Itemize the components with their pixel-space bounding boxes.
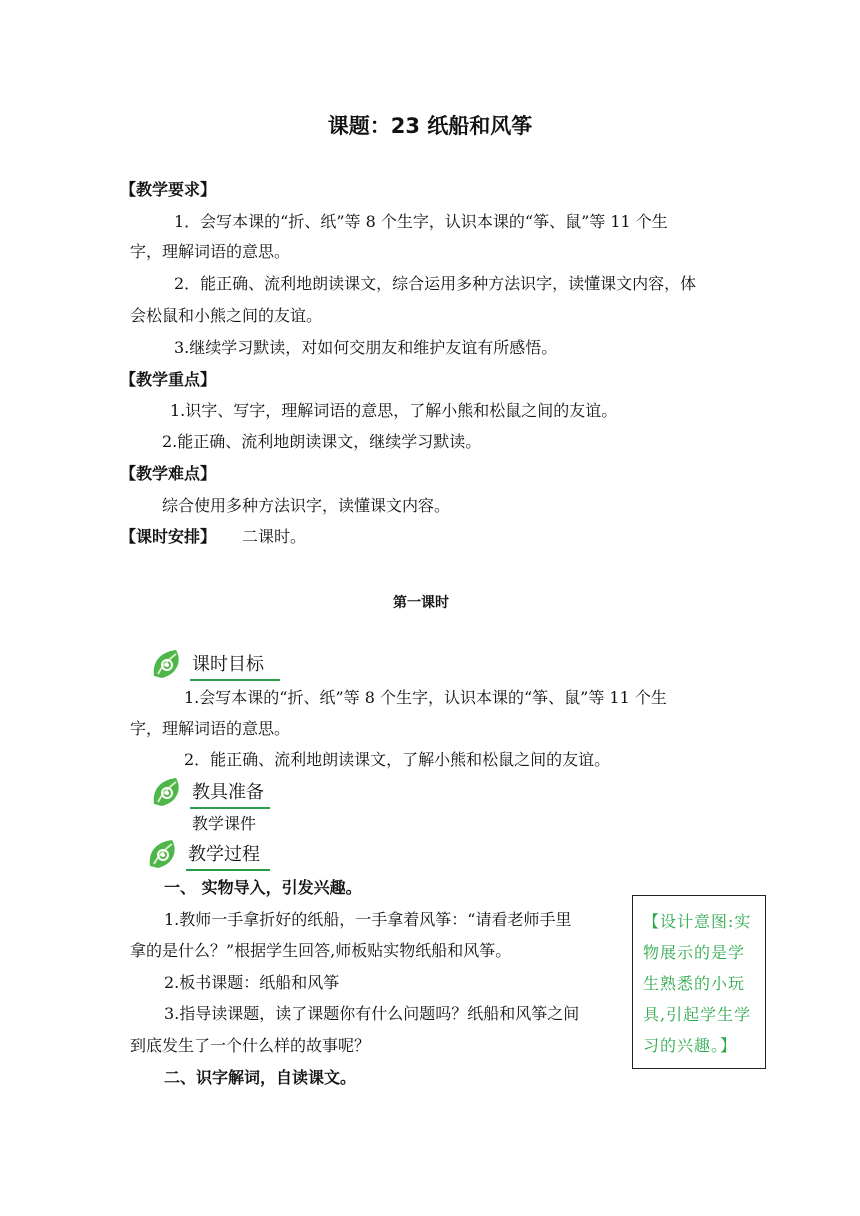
process-underline [186,869,270,871]
goals-label: 课时目标 [192,654,264,675]
goals-underline [190,679,280,681]
requirements-line: 1．会写本课的“折、纸”等 8 个生字，认识本课的“筝、鼠”等 11 个生 [174,212,668,231]
process-step-heading: 一、 实物导入，引发兴趣。 [164,878,362,897]
lesson-one-title: 第一课时 [393,595,449,611]
lesson-title: 课题：23 纸船和风筝 [327,114,533,138]
design-note-line: 【设计意图:实 [643,912,752,931]
leaf-icon [150,774,186,810]
difficulties-text: 综合使用多种方法识字，读懂课文内容。 [162,496,451,515]
process-label: 教学过程 [188,844,260,865]
requirements-heading: 【教学要求】 [120,180,217,199]
difficulties-heading: 【教学难点】 [120,464,217,483]
leaf-icon [146,836,182,872]
design-note-box [632,895,766,1069]
process-line: 3.指导读课题，读了课题你有什么问题吗？纸船和风筝之间 [164,1004,580,1023]
tools-underline [190,807,270,809]
design-note-line: 生熟悉的小玩 [643,974,746,993]
tools-text: 教学课件 [192,814,257,833]
goal-line: 1.会写本课的“折、纸”等 8 个生字，认识本课的“筝、鼠”等 11 个生 [184,688,667,707]
requirements-line: 3.继续学习默读，对如何交朋友和维护友谊有所感悟。 [174,338,558,357]
key-points-heading: 【教学重点】 [120,370,217,389]
process-line: 拿的是什么？”根据学生回答,师板贴实物纸船和风筝。 [130,941,512,960]
design-note-line: 具,引起学生学 [643,1005,752,1024]
requirements-line: 会松鼠和小熊之间的友谊。 [130,306,323,325]
requirements-line: 字，理解词语的意思。 [130,242,291,261]
goal-line: 2．能正确、流利地朗读课文，了解小熊和松鼠之间的友谊。 [184,750,611,769]
key-point-item: 2.能正确、流利地朗读课文，继续学习默读。 [162,432,482,451]
leaf-icon [150,646,186,682]
goal-line: 字，理解词语的意思。 [130,719,291,738]
process-line: 1.教师一手拿折好的纸船，一手拿着风筝：“请看老师手里 [164,910,572,929]
tools-label: 教具准备 [192,782,264,803]
key-point-item: 1.识字、写字，理解词语的意思，了解小熊和松鼠之间的友谊。 [170,401,618,420]
process-line: 到底发生了一个什么样的故事呢？ [130,1036,371,1055]
requirements-line: 2．能正确、流利地朗读课文，综合运用多种方法识字，读懂课文内容，体 [174,274,697,293]
process-step-heading: 二、识字解词，自读课文。 [164,1068,357,1087]
process-line: 2.板书课题：纸船和风筝 [164,973,340,992]
design-note-line: 习的兴趣。】 [643,1036,738,1055]
schedule-heading: 【课时安排】 [120,527,217,546]
schedule-text: 二课时。 [242,527,307,546]
design-note-line: 物展示的是学 [643,943,746,962]
